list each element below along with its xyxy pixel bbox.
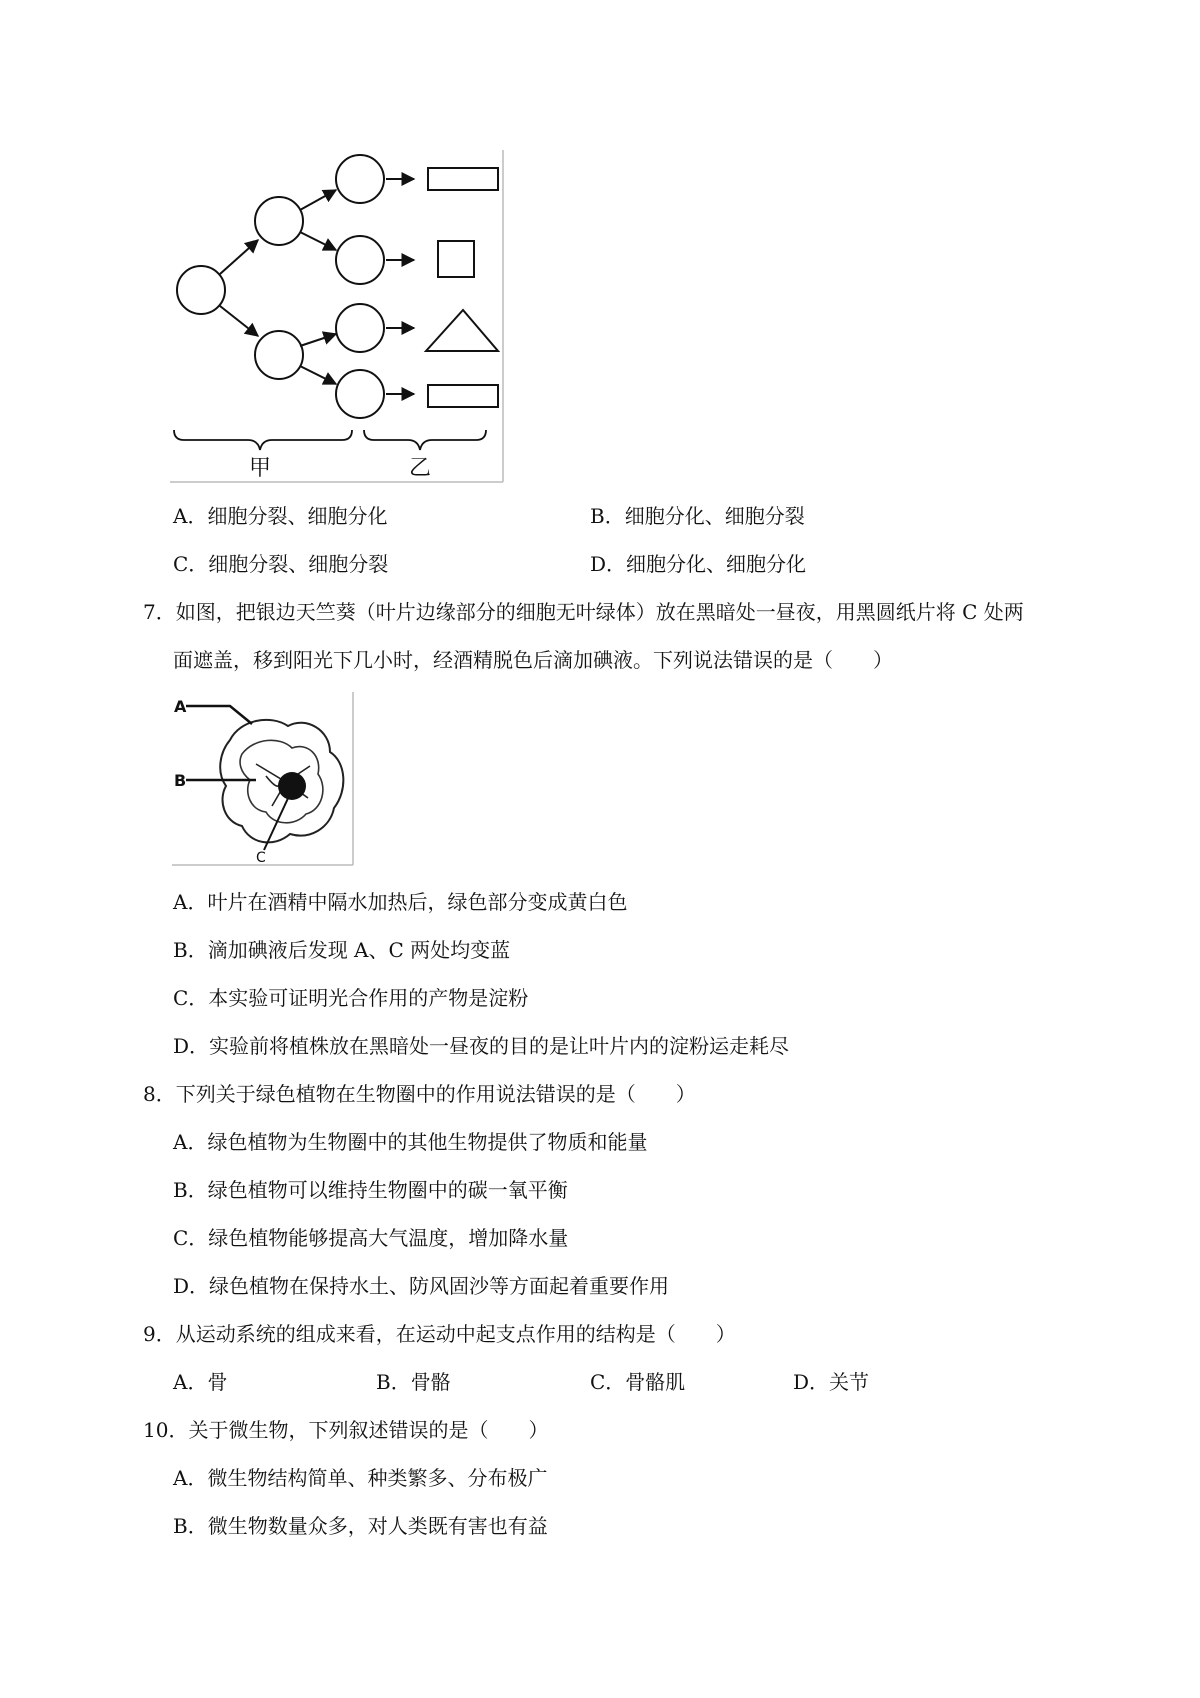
- q6-option-d[interactable]: D．细胞分化、细胞分化: [590, 552, 807, 576]
- arrow: [300, 190, 336, 210]
- arrow: [300, 232, 336, 250]
- arrow: [220, 240, 258, 274]
- q6-option-c[interactable]: C．细胞分裂、细胞分裂: [173, 552, 389, 576]
- q7-option-d[interactable]: D．实验前将植株放在黑暗处一昼夜的目的是让叶片内的淀粉运走耗尽: [173, 1034, 790, 1058]
- q9-option-d[interactable]: D．关节: [793, 1370, 870, 1394]
- arrow: [220, 306, 258, 336]
- cell-circle-lower: [255, 331, 303, 379]
- q7-stem-line2: 面遮盖，移到阳光下几小时，经酒精脱色后滴加碘液。下列说法错误的是（ ）: [173, 648, 893, 672]
- cell-circle-4: [336, 370, 384, 418]
- cell-circle-2: [336, 236, 384, 284]
- q6-option-b[interactable]: B．细胞分化、细胞分裂: [590, 504, 805, 528]
- q9-option-b[interactable]: B．骨骼: [376, 1370, 451, 1394]
- q9-option-a[interactable]: A．骨: [173, 1370, 228, 1394]
- label-jia: 甲: [248, 456, 272, 481]
- cell-circle-1: [336, 155, 384, 203]
- brace-left: [174, 430, 352, 450]
- label-yi: 乙: [408, 456, 432, 481]
- long-rectangle-shape: [428, 385, 498, 407]
- q7-option-a[interactable]: A．叶片在酒精中隔水加热后，绿色部分变成黄白色: [173, 890, 628, 914]
- pointer-a: [186, 706, 252, 724]
- black-paper-disk: [278, 772, 306, 800]
- leaf-label-a: A: [174, 697, 187, 716]
- q10-option-a[interactable]: A．微生物结构简单、种类繁多、分布极广: [173, 1466, 548, 1490]
- triangle-shape: [426, 310, 498, 351]
- geranium-leaf-figure: [170, 690, 356, 868]
- leaf-label-b: B: [174, 771, 187, 790]
- q7-stem-line1: 7．如图，把银边天竺葵（叶片边缘部分的细胞无叶绿体）放在黑暗处一昼夜，用黑圆纸片将 C 处两: [143, 600, 1024, 624]
- cell-circle-upper: [255, 197, 303, 245]
- brace-right: [364, 430, 486, 450]
- q7-option-b[interactable]: B．滴加碘液后发现 A、C 两处均变蓝: [173, 938, 511, 962]
- q8-stem: 8．下列关于绿色植物在生物圈中的作用说法错误的是（ ）: [143, 1082, 696, 1106]
- q6-option-a[interactable]: A．细胞分裂、细胞分化: [173, 504, 388, 528]
- cell-circle-origin: [177, 266, 225, 314]
- q7-option-c[interactable]: C．本实验可证明光合作用的产物是淀粉: [173, 986, 529, 1010]
- q8-option-a[interactable]: A．绿色植物为生物圈中的其他生物提供了物质和能量: [173, 1130, 648, 1154]
- q9-option-c[interactable]: C．骨骼肌: [590, 1370, 686, 1394]
- arrow: [300, 366, 336, 384]
- q8-option-b[interactable]: B．绿色植物可以维持生物圈中的碳一氧平衡: [173, 1178, 568, 1202]
- q8-option-c[interactable]: C．绿色植物能够提高大气温度，增加降水量: [173, 1226, 569, 1250]
- square-shape: [438, 241, 474, 277]
- arrow: [300, 334, 336, 346]
- q8-option-d[interactable]: D．绿色植物在保持水土、防风固沙等方面起着重要作用: [173, 1274, 670, 1298]
- leaf-label-c: C: [256, 850, 266, 866]
- q9-stem: 9．从运动系统的组成来看，在运动中起支点作用的结构是（ ）: [143, 1322, 736, 1346]
- q10-option-b[interactable]: B．微生物数量众多，对人类既有害也有益: [173, 1514, 548, 1538]
- cell-circle-3: [336, 304, 384, 352]
- long-rectangle-shape: [428, 168, 498, 190]
- cell-process-diagram: [168, 148, 508, 486]
- q10-stem: 10．关于微生物，下列叙述错误的是（ ）: [143, 1418, 549, 1442]
